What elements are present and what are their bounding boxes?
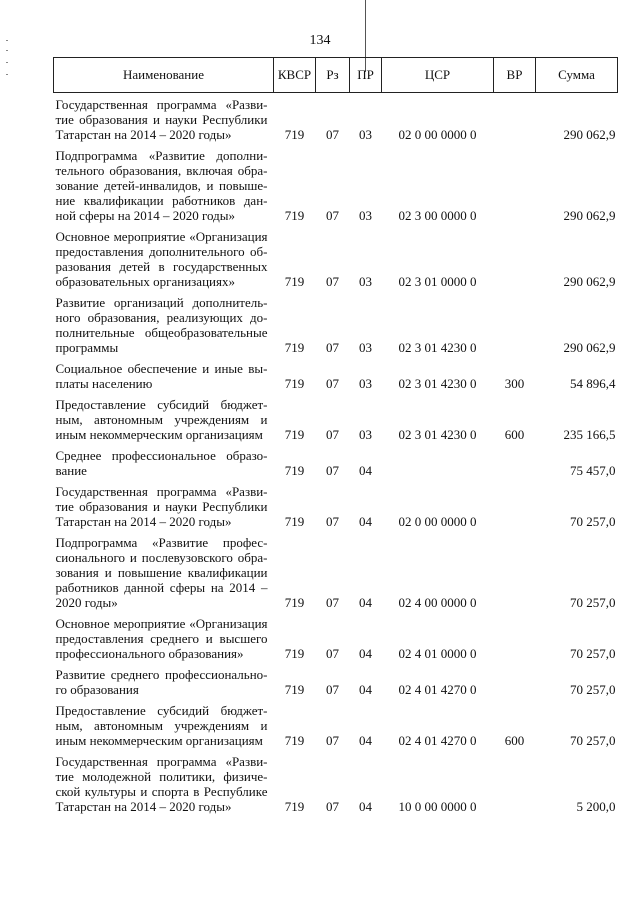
table-row — [54, 291, 618, 357]
row-csr: 02 4 01 4270 0 — [398, 733, 477, 748]
row-vr — [494, 93, 536, 145]
row-csr: 10 0 00 0000 0 — [398, 799, 477, 814]
row-rz: 07 — [326, 799, 339, 814]
row-pr: 04 — [359, 646, 372, 661]
row-name: Подпрограмма «Развитие дополни-тельного образования, включая обра-зование детей-инвалидов, и повыше-ние квалификации работников дан-ной сферы на 2014 – 2020 годы» — [55, 148, 268, 223]
row-rz: 07 — [326, 646, 339, 661]
header-kvsr: КВСР — [274, 58, 316, 93]
row-name: Государственная программа «Разви-тие молодежной политики, физиче-ской культуры и спорта в Республике Татарстан на 2014 – 2020 годы» — [55, 754, 268, 814]
row-csr: 02 3 01 4230 0 — [398, 376, 477, 391]
table-row — [54, 531, 618, 612]
page-number: 134 — [309, 33, 331, 48]
table-row — [54, 663, 618, 699]
row-sum: 54 896,4 — [570, 376, 616, 391]
row-csr: 02 0 00 0000 0 — [398, 127, 477, 142]
row-name: Основное мероприятие «Организация предоставления дополнительного об-разования детей в государственных образовательных организациях» — [55, 229, 268, 289]
row-pr: 03 — [359, 274, 372, 289]
row-pr: 03 — [359, 127, 372, 142]
row-pr: 03 — [359, 340, 372, 355]
row-kvsr: 719 — [284, 127, 305, 142]
row-csr: 02 3 01 4230 0 — [398, 427, 477, 442]
row-pr: 03 — [359, 427, 372, 442]
row-rz: 07 — [326, 340, 339, 355]
row-rz: 07 — [326, 127, 339, 142]
table-row — [54, 393, 618, 444]
row-kvsr: 719 — [284, 463, 305, 478]
row-name: Предоставление субсидий бюджет-ным, автономным учреждениям и иным некоммерческим организациям — [55, 703, 268, 748]
table-row — [54, 480, 618, 531]
table-row — [54, 444, 618, 480]
row-vr: 300 — [504, 376, 525, 391]
table-header-row — [54, 58, 618, 93]
header-rz: Рз — [316, 58, 350, 93]
row-kvsr: 719 — [284, 682, 305, 697]
row-sum: 70 257,0 — [570, 682, 616, 697]
row-rz: 07 — [326, 208, 339, 223]
row-name: Развитие организаций дополнитель-ного образования, реализующих до-полнительные общеобразовательные программы — [55, 295, 268, 355]
row-pr: 04 — [359, 463, 372, 478]
row-kvsr: 719 — [284, 376, 305, 391]
row-rz: 07 — [326, 514, 339, 529]
row-vr — [494, 225, 536, 291]
table-row — [54, 225, 618, 291]
row-pr: 03 — [359, 376, 372, 391]
table-row — [54, 93, 618, 145]
row-rz: 07 — [326, 595, 339, 610]
row-sum: 290 062,9 — [563, 340, 616, 355]
row-vr: 600 — [504, 733, 525, 748]
row-kvsr: 719 — [284, 646, 305, 661]
row-pr: 04 — [359, 733, 372, 748]
row-csr: 02 3 01 0000 0 — [398, 274, 477, 289]
row-pr: 04 — [359, 514, 372, 529]
row-csr: 02 3 00 0000 0 — [398, 208, 477, 223]
row-kvsr: 719 — [284, 274, 305, 289]
budget-table — [53, 57, 618, 816]
row-rz: 07 — [326, 463, 339, 478]
header-pr: ПР — [350, 58, 382, 93]
row-sum: 290 062,9 — [563, 127, 616, 142]
table-row — [54, 699, 618, 750]
table-row — [54, 612, 618, 663]
row-sum: 70 257,0 — [570, 595, 616, 610]
row-rz: 07 — [326, 427, 339, 442]
row-name: Государственная программа «Разви-тие образования и науки Республики Татарстан на 2014 – 2020 годы» — [55, 97, 268, 142]
row-name: Предоставление субсидий бюджет-ным, автономным учреждениям и иным некоммерческим организациям — [55, 397, 268, 442]
row-sum: 70 257,0 — [570, 514, 616, 529]
row-kvsr: 719 — [284, 733, 305, 748]
header-csr: ЦСР — [382, 58, 494, 93]
row-pr: 04 — [359, 682, 372, 697]
row-vr — [494, 750, 536, 816]
row-kvsr: 719 — [284, 799, 305, 814]
header-vr: ВР — [494, 58, 536, 93]
row-name: Основное мероприятие «Организация предоставления среднего и высшего профессионального образования» — [55, 616, 268, 661]
row-vr — [494, 531, 536, 612]
row-vr — [494, 480, 536, 531]
row-sum: 290 062,9 — [563, 208, 616, 223]
row-sum: 235 166,5 — [563, 427, 616, 442]
row-csr: 02 4 00 0000 0 — [398, 595, 477, 610]
row-name: Среднее профессиональное образо-вание — [55, 448, 268, 478]
row-vr: 600 — [504, 427, 525, 442]
table-row — [54, 144, 618, 225]
header-sum: Сумма — [536, 58, 618, 93]
row-pr: 04 — [359, 595, 372, 610]
row-csr: 02 4 01 4270 0 — [398, 682, 477, 697]
row-kvsr: 719 — [284, 208, 305, 223]
row-csr: 02 3 01 4230 0 — [398, 340, 477, 355]
row-pr: 03 — [359, 208, 372, 223]
row-kvsr: 719 — [284, 340, 305, 355]
row-sum: 70 257,0 — [570, 733, 616, 748]
row-vr — [494, 612, 536, 663]
row-csr — [382, 444, 494, 480]
row-rz: 07 — [326, 682, 339, 697]
header-name: Наименование — [54, 58, 274, 93]
row-rz: 07 — [326, 376, 339, 391]
table-row — [54, 750, 618, 816]
row-rz: 07 — [326, 274, 339, 289]
row-vr — [494, 144, 536, 225]
row-vr — [494, 663, 536, 699]
row-name: Государственная программа «Разви-тие образования и науки Республики Татарстан на 2014 – 2020 годы» — [55, 484, 268, 529]
row-csr: 02 4 01 0000 0 — [398, 646, 477, 661]
row-name: Социальное обеспечение и иные вы-платы населению — [55, 361, 268, 391]
row-kvsr: 719 — [284, 514, 305, 529]
row-name: Подпрограмма «Развитие профес-сионального и послевузовского обра-зования и повышение квалификации работников данной сферы на 2014 – 2020 годы» — [55, 535, 268, 610]
row-rz: 07 — [326, 733, 339, 748]
row-sum: 290 062,9 — [563, 274, 616, 289]
row-name: Развитие среднего профессионально-го образования — [55, 667, 268, 697]
table-row — [54, 357, 618, 393]
row-csr: 02 0 00 0000 0 — [398, 514, 477, 529]
row-vr — [494, 444, 536, 480]
row-sum: 75 457,0 — [570, 463, 616, 478]
row-kvsr: 719 — [284, 427, 305, 442]
row-kvsr: 719 — [284, 595, 305, 610]
row-sum: 5 200,0 — [576, 799, 616, 814]
row-sum: 70 257,0 — [570, 646, 616, 661]
row-vr — [494, 291, 536, 357]
row-pr: 04 — [359, 799, 372, 814]
